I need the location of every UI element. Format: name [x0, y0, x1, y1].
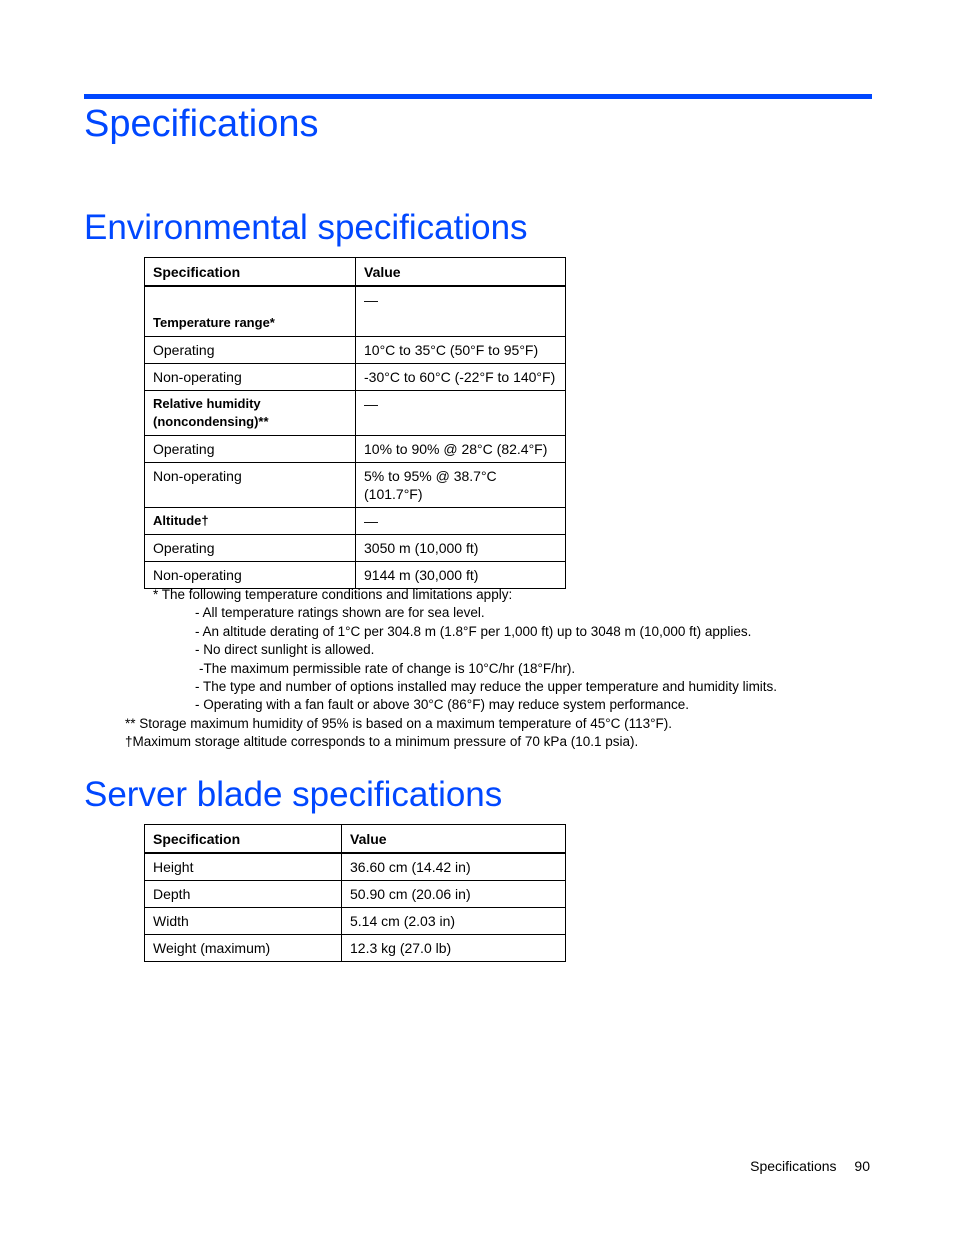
row-value: 9144 m (30,000 ft) — [356, 562, 566, 589]
column-header-specification: Specification — [145, 825, 342, 854]
row-label: Altitude† — [145, 508, 356, 535]
row-label: Height — [145, 853, 342, 881]
row-label: Non-operating — [145, 463, 356, 508]
environmental-footnotes — [125, 586, 778, 752]
page-number: 90 — [854, 1158, 870, 1174]
table-row — [145, 286, 566, 337]
row-label: Operating — [145, 436, 356, 463]
row-label: Relative humidity (noncondensing)** — [145, 391, 356, 436]
table-row — [145, 463, 566, 508]
footnote: - Operating with a fan fault or above 30°C (86°F) may reduce system performance. — [195, 697, 690, 713]
chapter-rule — [84, 94, 872, 99]
row-value: 5.14 cm (2.03 in) — [342, 908, 566, 935]
table-row — [145, 562, 566, 589]
column-header-value: Value — [356, 258, 566, 287]
table-row — [145, 881, 566, 908]
row-value: 5% to 95% @ 38.7°C (101.7°F) — [356, 463, 566, 508]
footnote: ** Storage maximum humidity of 95% is based on a maximum temperature of 45°C (113°F). — [125, 715, 673, 731]
table-header-row — [145, 258, 566, 287]
row-value: — — [356, 286, 566, 337]
footnote: †Maximum storage altitude corresponds to a minimum pressure of 70 kPa (10.1 psia). — [125, 734, 639, 750]
footnote: * The following temperature conditions and limitations apply: — [153, 587, 513, 602]
row-label: Temperature range* — [145, 286, 356, 337]
table-row — [145, 391, 566, 436]
row-value: 12.3 kg (27.0 lb) — [342, 935, 566, 962]
row-label: Non-operating — [145, 364, 356, 391]
table-row — [145, 935, 566, 962]
row-value: — — [356, 508, 566, 535]
footnote: - An altitude derating of 1°C per 304.8 m (1.8°F per 1,000 ft) up to 3048 m (10,000 ft) applies. — [195, 623, 752, 639]
row-label: Non-operating — [145, 562, 356, 589]
footnote: - No direct sunlight is allowed. — [195, 642, 375, 658]
row-value: 50.90 cm (20.06 in) — [342, 881, 566, 908]
table-row — [145, 436, 566, 463]
row-value: 10°C to 35°C (50°F to 95°F) — [356, 337, 566, 364]
row-label: Width — [145, 908, 342, 935]
footnote: - All temperature ratings shown are for sea level. — [195, 605, 485, 621]
footer-section-name: Specifications — [750, 1158, 837, 1174]
table-row — [145, 908, 566, 935]
table-row — [145, 508, 566, 535]
server-blade-specifications-table — [144, 824, 566, 962]
row-label: Operating — [145, 535, 356, 562]
server-blade-specifications-heading: Server blade specifications — [84, 775, 503, 814]
table-row — [145, 853, 566, 881]
table-row — [145, 535, 566, 562]
table-row — [145, 337, 566, 364]
footnote: -The maximum permissible rate of change is 10°C/hr (18°F/hr). — [199, 660, 576, 676]
row-value: -30°C to 60°C (-22°F to 140°F) — [356, 364, 566, 391]
table-header-row — [145, 825, 566, 854]
footnote: - The type and number of options installed may reduce the upper temperature and humidity limits. — [195, 679, 778, 695]
chapter-title: Specifications — [84, 103, 319, 145]
row-value: 3050 m (10,000 ft) — [356, 535, 566, 562]
row-value: — — [356, 391, 566, 436]
row-label: Operating — [145, 337, 356, 364]
row-label: Weight (maximum) — [145, 935, 342, 962]
row-value: 36.60 cm (14.42 in) — [342, 853, 566, 881]
column-header-specification: Specification — [145, 258, 356, 287]
page-footer — [750, 1158, 870, 1174]
table-row — [145, 364, 566, 391]
row-value: 10% to 90% @ 28°C (82.4°F) — [356, 436, 566, 463]
column-header-value: Value — [342, 825, 566, 854]
environmental-specifications-heading: Environmental specifications — [84, 208, 528, 247]
row-label: Depth — [145, 881, 342, 908]
environmental-specifications-table — [144, 257, 566, 589]
